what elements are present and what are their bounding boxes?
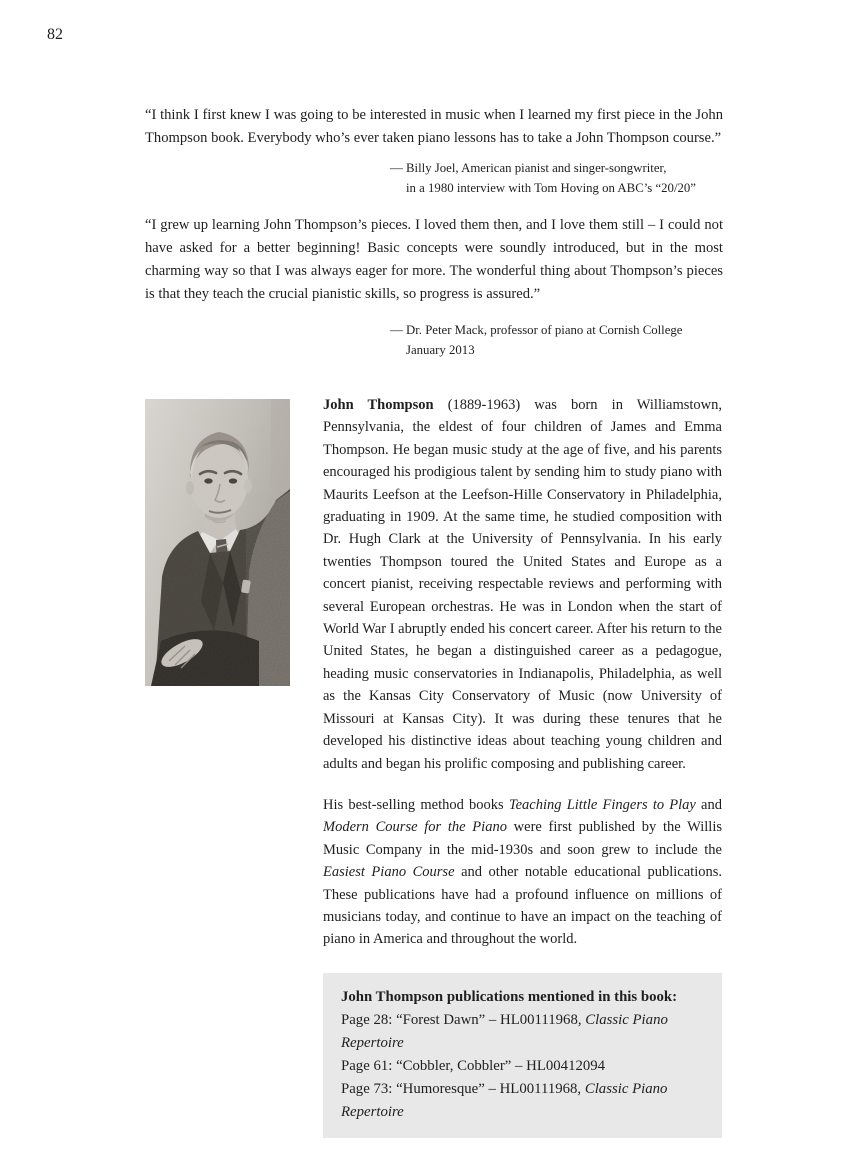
john-thompson-portrait-photo (145, 399, 290, 686)
attribution-line: January 2013 (406, 343, 475, 357)
portrait-photo-image (145, 399, 290, 686)
billy-joel-quote: “I think I first knew I was going to be interested in music when I learned my first piece in the John Thompson book. Everybody who’s ever taken piano lessons has to take a John Thompson course.” (145, 107, 723, 146)
publications-box-title: John Thompson publications mentioned in this book: (341, 988, 678, 1005)
billy-joel-attribution (390, 158, 696, 198)
page-number: 82 (47, 26, 63, 43)
publication-item: Page 28: “Forest Dawn” – HL00111968, Classic Piano Repertoire (341, 1011, 668, 1051)
peter-mack-attribution (390, 320, 683, 360)
publications-box (323, 973, 722, 1138)
biography-column (323, 394, 722, 1138)
bio-paragraph-2: His best-selling method books Teaching Little Fingers to Play and Modern Course for the Piano were first published by the Willis Music Company in the mid-1930s and soon grew to include the Easiest Piano Course and other notable educational publications. These publications have had a profound influence on millions of musicians today, and continue to have an impact on the teaching of piano in America and throughout the world. (323, 796, 722, 948)
attribution-line: — Billy Joel, American pianist and singer-songwriter, (390, 161, 667, 175)
attribution-line: in a 1980 interview with Tom Hoving on ABC’s “20/20” (406, 181, 696, 195)
attribution-line: — Dr. Peter Mack, professor of piano at Cornish College (390, 323, 683, 337)
publication-item: Page 73: “Humoresque” – HL00111968, Classic Piano Repertoire (341, 1080, 668, 1120)
publication-item: Page 61: “Cobbler, Cobbler” – HL00412094 (341, 1057, 606, 1074)
bio-paragraph-1: John Thompson (1889-1963) was born in Williamstown, Pennsylvania, the eldest of four children of James and Emma Thompson. He began music study at the age of five, and his parents encouraged his prodigious talent by sending him to study piano with Maurits Leefson at the Leefson-Hille Conservatory in Philadelphia, graduating in 1909. At the same time, he studied composition with Dr. Hugh Clark at the University of Pennsylvania. In his early twenties Thompson toured the United States and Europe as a concert pianist, receiving respectable reviews and performing with several European orchestras. He was in London when the start of World War I abruptly ended his concert career. After his return to the United States, he began a distinguished career as a pedagogue, heading music conservatories in Indianapolis, Philadelphia, as well as the Kansas City Conservatory of Music (now University of Missouri at Kansas City). It was during these tenures that he developed his distinctive ideas about teaching young children and adults and began his prolific composing and publishing career. (323, 397, 722, 772)
peter-mack-quote: “I grew up learning John Thompson’s pieces. I loved them then, and I love them still – I could not have asked for a better beginning! Basic concepts were soundly introduced, but in the most charming way so that I was always eager for more. The wonderful thing about Thompson’s pieces is that they teach the crucial pianistic skills, so progress is assured.” (145, 217, 723, 302)
